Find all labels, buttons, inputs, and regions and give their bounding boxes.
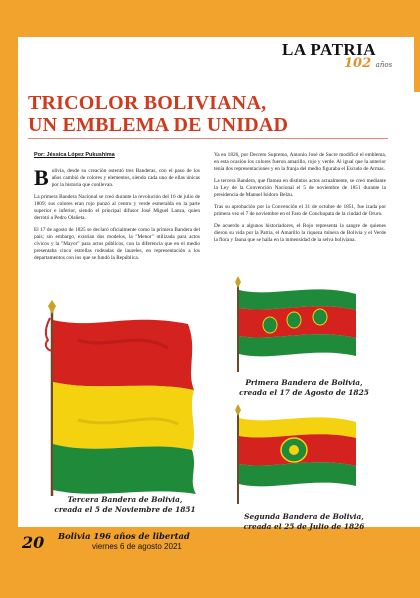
publication-date: viernes 6 de agosto 2021 <box>92 542 182 551</box>
first-flag-illustration <box>232 276 362 372</box>
paragraph: La primera Bandera Nacional se creó durante la revolución del 16 de julio de 1809; sus colores eran rojo punzó al centro y verde esmeralda en la parte superior e inferior, siendo el principal difusor José Miguel Lanza, quien derrotó a Pedro Olañeta. <box>34 194 200 221</box>
caption-line: Primera Bandera de Bolivia, <box>245 378 363 387</box>
article-title-line2: UN EMBLEMA DE UNIDAD <box>28 114 289 136</box>
caption-line: creada el 17 de Agosto de 1825 <box>239 388 369 397</box>
caption-line: creada el 25 de Julio de 1826 <box>243 522 365 531</box>
logo-years-number: 102 <box>344 56 372 71</box>
logo-name: LA PATRIA <box>282 40 377 59</box>
caption-line: creada el 5 de Noviembre de 1851 <box>54 505 196 514</box>
title-divider <box>28 138 388 139</box>
paragraph: La tercera Bandera, que flamea en distintos actos actualmente, se creó mediante la Ley de la Convención Nacional el 5 de noviembre de 1851 durante la presidencia de Manuel Isidoro Belzu. <box>214 178 386 198</box>
third-flag-caption <box>36 495 214 515</box>
paragraph: El 17 de agosto de 1825 se declaró oficialmente como la primera Bandera del país; sin embargo, existían dos modelos, la "Menor" utilizada para actos cívicos y la "Mayor" para actos públicos, con la diferencia que en el medio presentaba cinco estrellas rodeadas de laureles, en representación a los departamentos con los que se fundó la República. <box>34 227 200 261</box>
paragraph: Ya en 1826, por Decreto Supremo, Antonio José de Sucre modificó el emblema, en esta ocasión los colores fueron amarillo, rojo y verde. Al igual que la anterior tenía dos representaciones y en la franja del medio figuraba el Escudo de Armas. <box>214 152 386 172</box>
third-flag-illustration <box>38 300 208 496</box>
paragraph: De acuerdo a algunos historiadores, el Rojo representa la sangre de quienes dieron su vida por la Patria, el Amarillo la riqueza minera de Bolivia y el Verde la flora y fauna que se halla en la inmensidad de la selva boliviana. <box>214 223 386 243</box>
article-byline: Por: Jéssica López Pukushima <box>34 152 115 158</box>
paragraph <box>34 165 200 190</box>
paragraph: Tras su aprobación por la Convención el 31 de octubre de 1851, fue izada por primera vez el 7 de noviembre en el Faro de Conchupata de la ciudad de Oruro. <box>214 204 386 217</box>
drop-cap: B <box>34 165 49 190</box>
article-title <box>28 92 328 136</box>
second-flag-illustration <box>232 404 362 504</box>
logo-years-suffix: años <box>375 61 393 69</box>
flag-red-stripe <box>53 320 194 390</box>
caption-line: Tercera Bandera de Bolivia, <box>67 495 183 504</box>
flag-green-stripe <box>239 289 356 310</box>
orange-top-band <box>0 0 420 37</box>
flag-green-stripe <box>239 334 356 356</box>
flag-green-stripe <box>239 462 356 486</box>
article-title-line1: TRICOLOR BOLIVIANA, <box>28 92 267 114</box>
first-flag-caption <box>214 378 394 398</box>
la-patria-logo <box>282 40 394 80</box>
pole-finial <box>48 300 56 314</box>
paragraph-text: olivia, desde su creación ostentó tres Banderas, con el paso de los años cambió de colores y elementos, siendo cada uno de ellas únicas por la historia que conllevan. <box>51 168 200 188</box>
flag-yellow-stripe <box>53 382 194 450</box>
article-column-1 <box>34 165 200 267</box>
second-flag-caption <box>214 512 394 532</box>
orange-right-tab <box>414 0 420 92</box>
page-number: 20 <box>22 533 45 552</box>
orange-left-band <box>0 0 18 598</box>
caption-line: Segunda Bandera de Bolivia, <box>244 512 364 521</box>
flag-yellow-stripe <box>239 417 356 438</box>
flag-green-stripe <box>53 444 196 494</box>
pole-finial <box>235 404 241 416</box>
supplement-title: Bolivia 196 años de libertad <box>58 531 190 541</box>
pole-finial <box>235 276 241 288</box>
logo-years <box>344 56 392 71</box>
article-column-2 <box>214 152 386 249</box>
coat-of-arms <box>281 438 307 462</box>
